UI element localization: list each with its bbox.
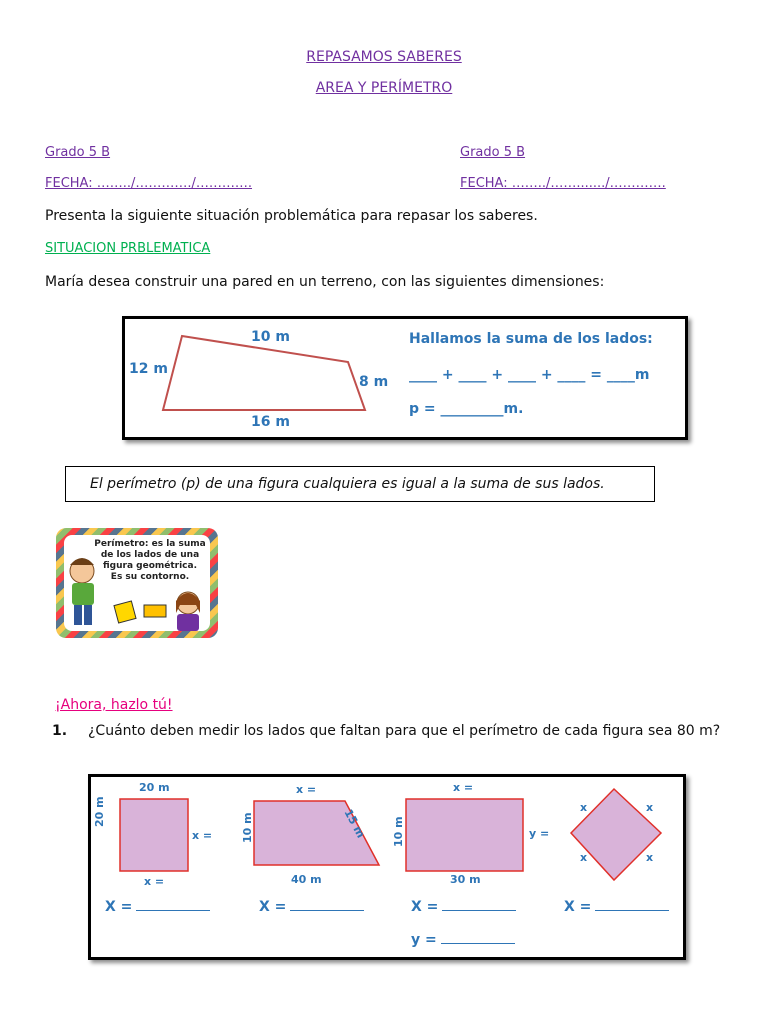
trapezoid-slant-label: 15 m	[341, 807, 368, 841]
answer-rhombus[interactable]: X =	[564, 899, 669, 915]
square-right-label: x =	[192, 829, 213, 842]
sum-title: Hallamos la suma de los lados:	[409, 331, 653, 347]
page-subtitle: AREA Y PERÍMETRO	[315, 80, 453, 96]
rectangle-figure	[406, 799, 523, 871]
answer-rect-y[interactable]: y =	[411, 932, 515, 948]
sum-line: ____ + ____ + ____ + ____ = ____m	[409, 367, 650, 383]
trapezoid-left-label: 10 m	[241, 812, 254, 843]
definition-text: El perímetro (p) de una figura cualquiera es igual a la suma de sus lados.	[90, 476, 605, 492]
square-left-label: 20 m	[93, 796, 106, 827]
rect-right-label: y =	[529, 827, 550, 840]
answer-trapezoid[interactable]: X =	[259, 899, 364, 915]
grade-right: Grado 5 B	[460, 145, 526, 160]
question-number: 1.	[52, 723, 68, 739]
intro-text: Presenta la siguiente situación problemática para repasar los saberes.	[45, 208, 538, 224]
rect-bottom-label: 30 m	[450, 873, 481, 886]
trapezoid-shape	[163, 336, 365, 410]
question-text: ¿Cuánto deben medir los lados que faltan para que el perímetro de cada figura sea 80 m?	[88, 723, 721, 739]
perimeter-illustration	[56, 528, 218, 638]
boy-shirt-icon	[72, 583, 94, 605]
answer-rect-x[interactable]: X =	[411, 899, 516, 915]
exercise-heading: ¡Ahora, hazlo tú!	[55, 697, 173, 713]
boy-hair-icon	[70, 558, 94, 565]
square-shape-icon	[114, 601, 136, 623]
card-text: Perímetro: es la suma de los lados de una figura geométrica. Es su contorno.	[94, 539, 206, 582]
rhombus-tl-label: x	[580, 801, 588, 814]
square-bottom-label: x =	[144, 875, 165, 888]
rectangle-shape-icon	[144, 605, 166, 617]
problem-text: María desea construir una pared en un terreno, con las siguientes dimensiones:	[45, 274, 605, 290]
answer-square[interactable]: X =	[105, 899, 210, 915]
grade-left: Grado 5 B	[45, 145, 111, 160]
card-figures	[64, 535, 210, 631]
label-left: 12 m	[129, 361, 168, 377]
exercise-figures-box	[88, 774, 686, 960]
rhombus-bl-label: x	[580, 851, 588, 864]
page-title: REPASAMOS SABERES	[306, 49, 462, 65]
rhombus-br-label: x	[646, 851, 654, 864]
definition-box	[65, 466, 655, 502]
label-top: 10 m	[251, 329, 290, 345]
girl-dress-icon	[177, 614, 199, 631]
date-left: FECHA: ……../…………./………….	[45, 176, 253, 191]
rect-left-label: 10 m	[392, 816, 405, 847]
rhombus-tr-label: x	[646, 801, 654, 814]
square-top-label: 20 m	[139, 781, 170, 794]
trapezoid-bottom-label: 40 m	[291, 873, 322, 886]
date-right: FECHA: ……../……......./………….	[460, 176, 666, 191]
exercise-shapes	[91, 777, 683, 957]
p-line: p = _________m.	[409, 401, 524, 417]
section-heading: SITUACION PRBLEMATICA	[45, 241, 211, 256]
label-right: 8 m	[359, 374, 389, 390]
card-panel	[64, 535, 210, 631]
trapezoid-top-label: x =	[296, 783, 317, 796]
problem-figure-box	[122, 316, 688, 440]
label-bottom: 16 m	[251, 414, 290, 430]
rect-top-label: x =	[453, 781, 474, 794]
square-figure	[120, 799, 188, 871]
